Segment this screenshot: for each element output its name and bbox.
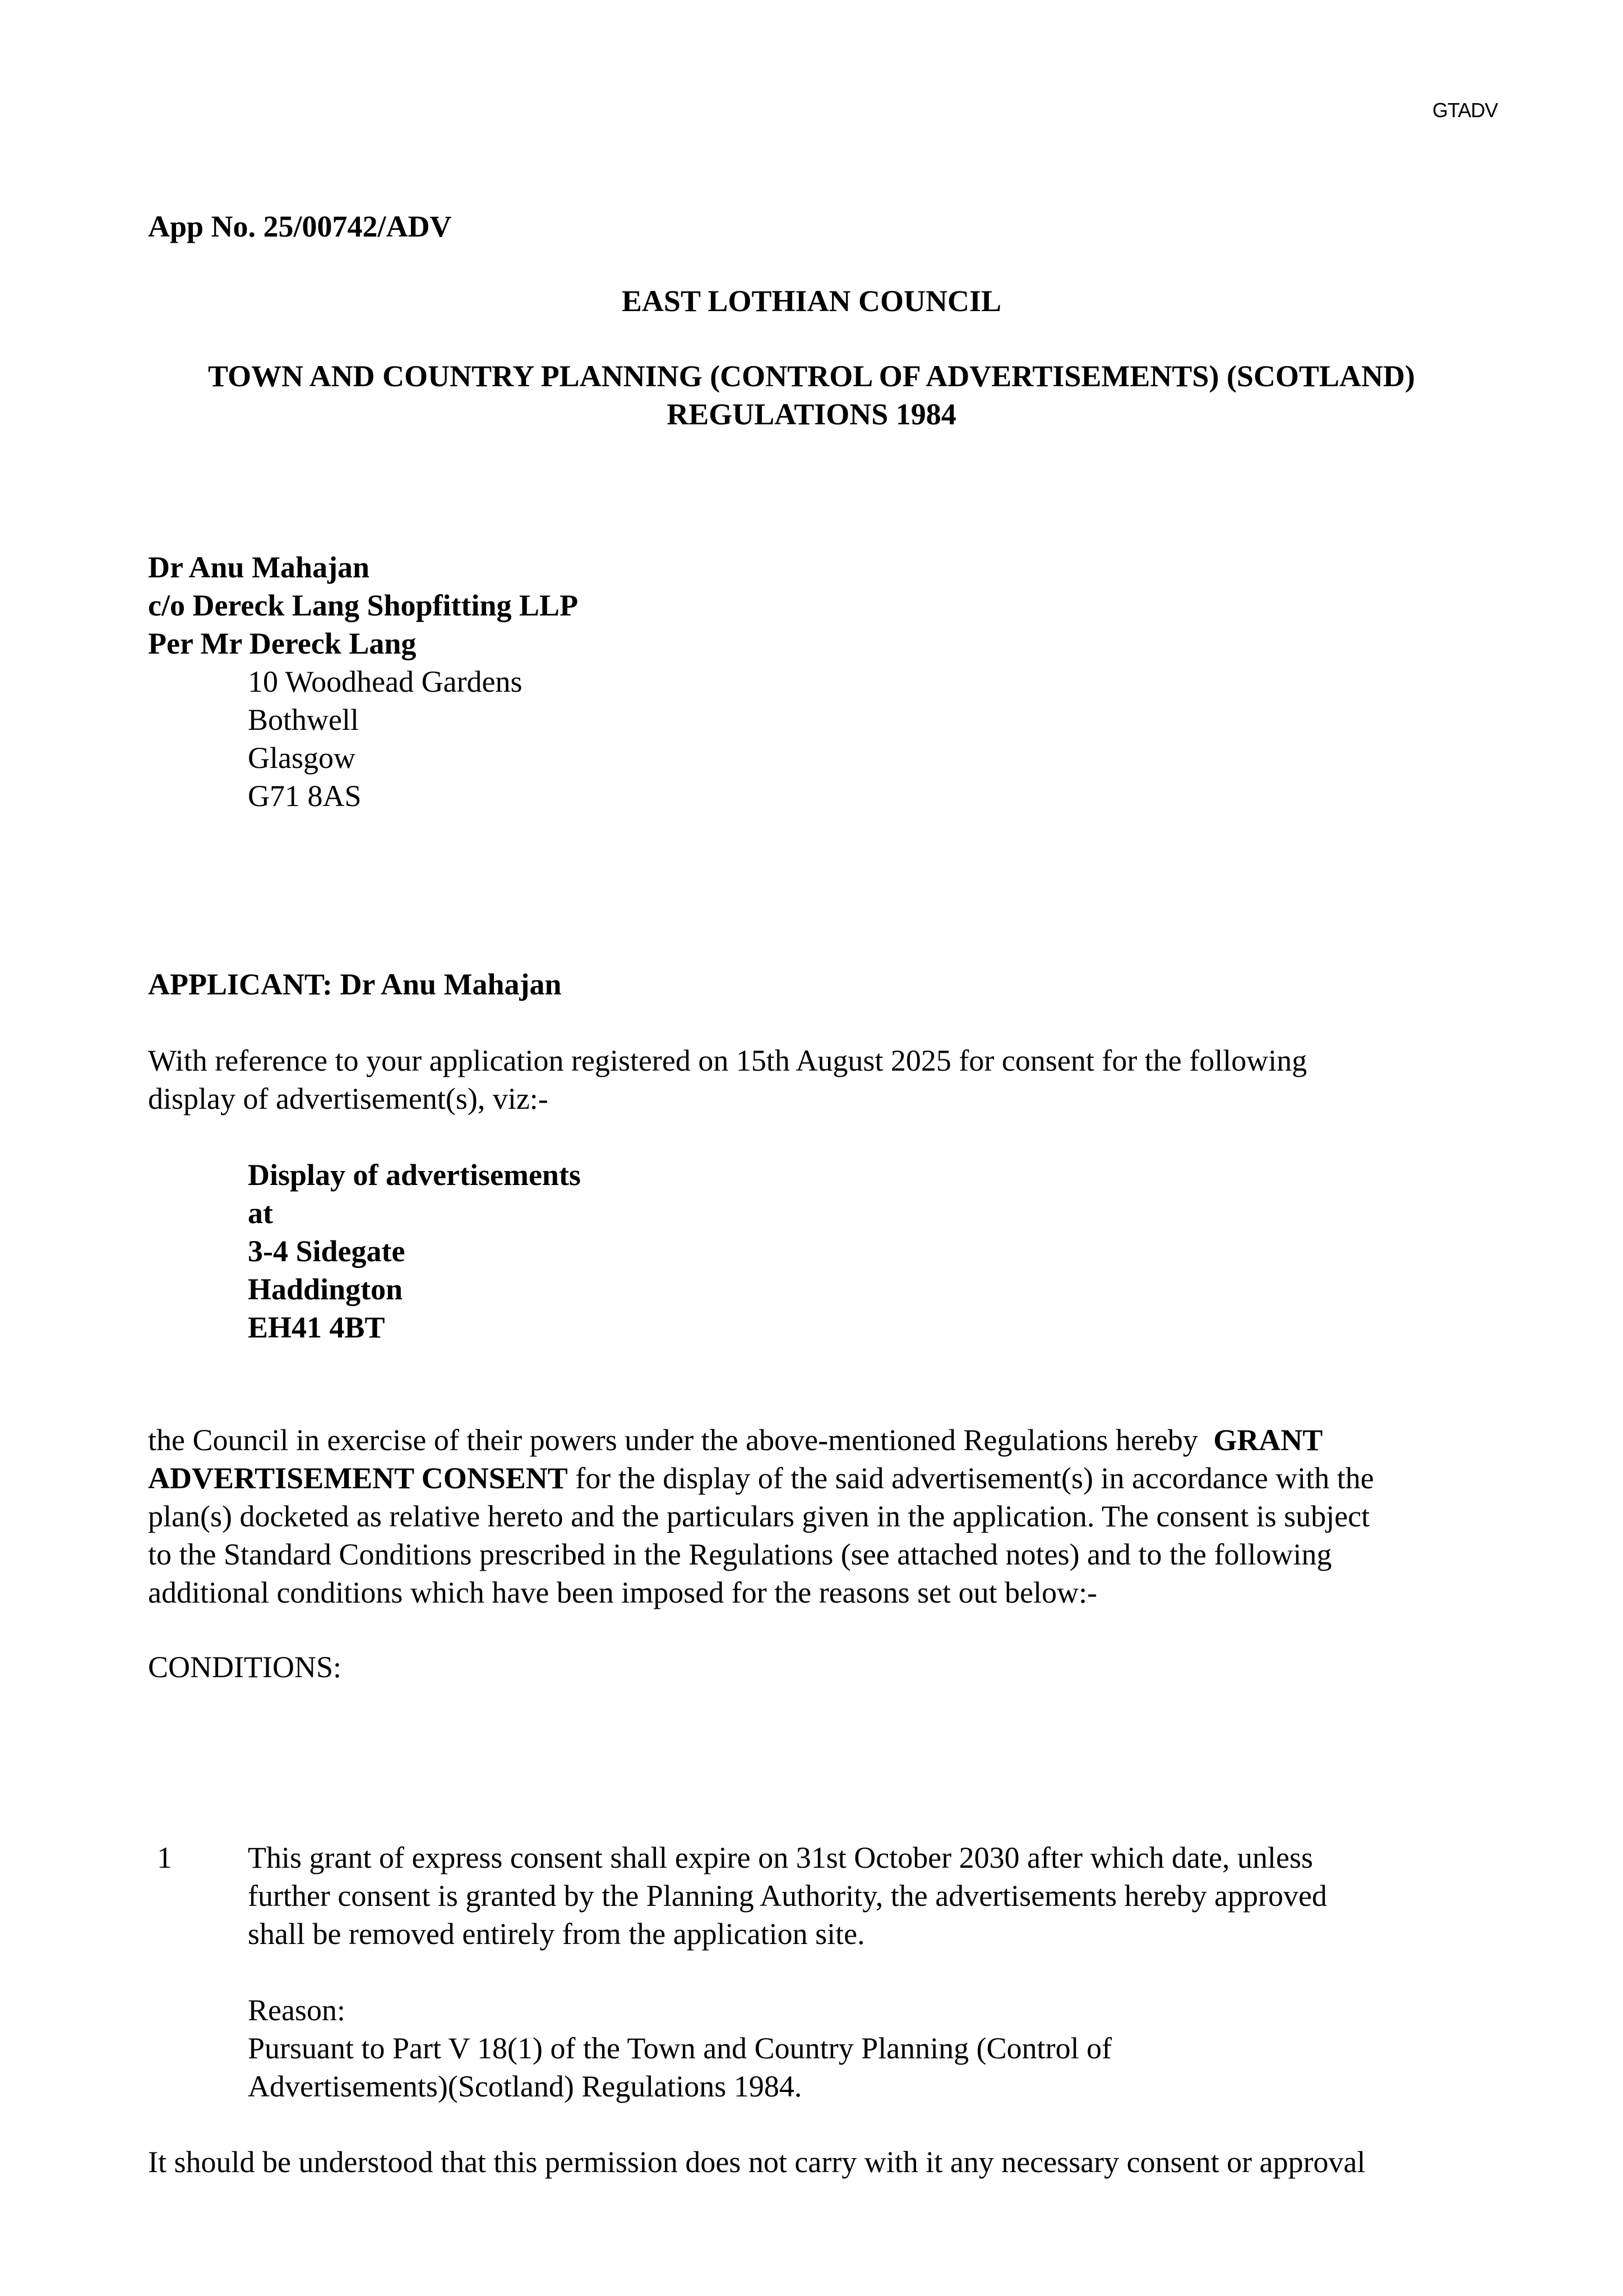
address-line: Glasgow xyxy=(248,741,355,775)
site-line: 3-4 Sidegate xyxy=(248,1234,405,1268)
decision-line: additional conditions which have been imposed for the reasons set out below:- xyxy=(148,1576,1098,1609)
decision-line xyxy=(148,1459,1505,1497)
application-number: App No. 25/00742/ADV xyxy=(148,210,452,243)
decision-text: the Council in exercise of their powers under the above-mentioned Regulations hereby xyxy=(148,1423,1198,1457)
decision-consent-type: ADVERTISEMENT CONSENT xyxy=(148,1461,568,1495)
address-line: G71 8AS xyxy=(248,779,362,813)
decision-text: for the display of the said advertisement(s) in accordance with the xyxy=(567,1461,1374,1495)
reference-line: With reference to your application registered on 15th August 2025 for consent for the following xyxy=(148,1044,1307,1077)
address-line: 10 Woodhead Gardens xyxy=(248,665,522,698)
decision-line: to the Standard Conditions prescribed in the Regulations (see attached notes) and to the following xyxy=(148,1538,1332,1571)
proposal-description: Display of advertisements xyxy=(248,1158,581,1192)
recipient-name: Dr Anu Mahajan xyxy=(148,550,370,584)
decision-line xyxy=(148,1421,1505,1459)
recipient-per: Per Mr Dereck Lang xyxy=(148,627,417,660)
recipient-block xyxy=(148,548,578,663)
address-line: Bothwell xyxy=(248,703,359,737)
decision-grant: GRANT xyxy=(1213,1423,1323,1457)
reference-line: display of advertisement(s), viz:- xyxy=(148,1082,548,1115)
reason-line: Advertisements)(Scotland) Regulations 1984. xyxy=(248,2070,802,2103)
regulations-title-line-1: TOWN AND COUNTRY PLANNING (CONTROL OF ADVERTISEMENTS) (SCOTLAND) xyxy=(208,359,1415,393)
applicant-line: APPLICANT: Dr Anu Mahajan xyxy=(148,968,562,1001)
proposal-block xyxy=(248,1156,581,1346)
site-line: EH41 4BT xyxy=(248,1311,385,1344)
condition-number: 1 xyxy=(157,1841,172,1874)
condition-line: This grant of express consent shall expire on 31st October 2030 after which date, unless xyxy=(248,1841,1313,1874)
site-line: Haddington xyxy=(248,1272,403,1306)
reason-label: Reason: xyxy=(248,1993,345,2027)
document-code: GTADV xyxy=(1432,99,1498,122)
footer-paragraph: It should be understood that this permission does not carry with it any necessary consent or approval xyxy=(148,2145,1366,2179)
decision-paragraph xyxy=(148,1421,1505,1612)
proposal-at: at xyxy=(248,1196,273,1230)
regulations-title-line-2: REGULATIONS 1984 xyxy=(667,397,956,431)
condition-reason xyxy=(248,1991,1112,2105)
conditions-heading: CONDITIONS: xyxy=(148,1650,341,1684)
condition-line: shall be removed entirely from the application site. xyxy=(248,1917,865,1951)
recipient-care-of: c/o Dereck Lang Shopfitting LLP xyxy=(148,589,579,622)
decision-line: plan(s) docketed as relative hereto and the particulars given in the application. The consent is subject xyxy=(148,1499,1370,1533)
reference-paragraph xyxy=(148,1041,1505,1118)
recipient-address xyxy=(248,663,522,815)
condition-line: further consent is granted by the Planning Authority, the advertisements hereby approved xyxy=(248,1879,1327,1913)
reason-line: Pursuant to Part V 18(1) of the Town and Country Planning (Control of xyxy=(248,2031,1112,2065)
council-name: EAST LOTHIAN COUNCIL xyxy=(621,284,1002,318)
condition-text xyxy=(248,1839,1327,1953)
